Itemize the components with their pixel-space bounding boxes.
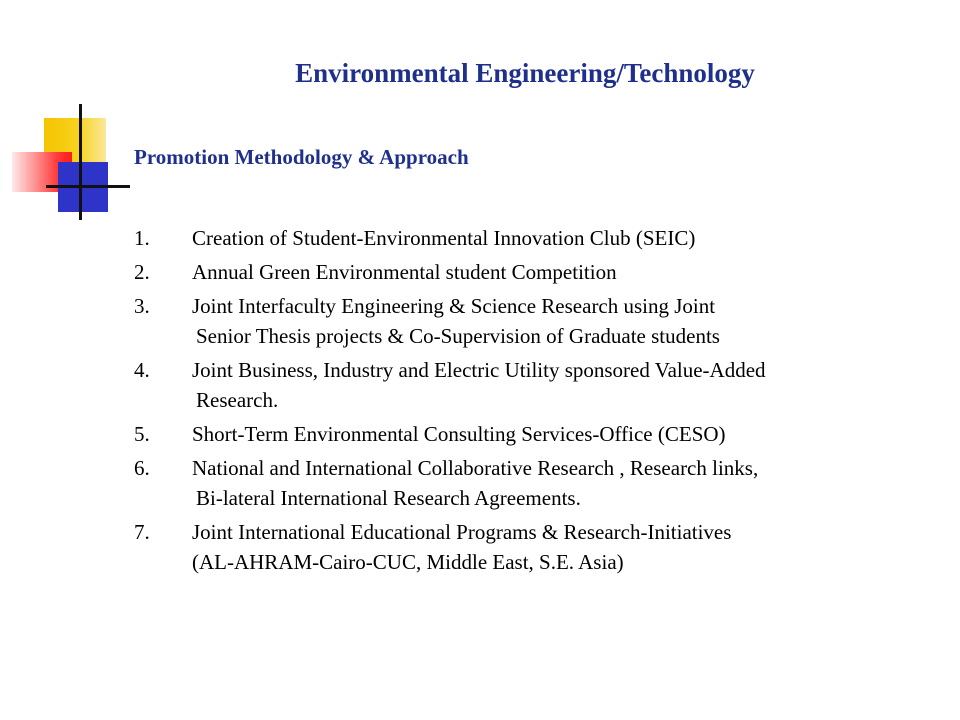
item-number: 5.: [134, 422, 150, 446]
slide-title: Environmental Engineering/Technology: [295, 58, 755, 88]
item-text: Short-Term Environmental Consulting Services-Office (CESO): [192, 422, 726, 446]
list-item: [134, 419, 934, 449]
list-item: [134, 291, 934, 351]
vertical-rule: [79, 104, 82, 220]
item-text: Annual Green Environmental student Competition: [192, 260, 617, 284]
item-number: 7.: [134, 520, 150, 544]
item-number: 2.: [134, 260, 150, 284]
item-number: 3.: [134, 294, 150, 318]
item-text: Creation of Student-Environmental Innovation Club (SEIC): [192, 226, 696, 250]
item-text-continuation: Bi-lateral International Research Agreements.: [196, 486, 581, 510]
numbered-list: [134, 223, 934, 581]
item-text-continuation: Research.: [196, 388, 279, 412]
list-item: [134, 223, 934, 253]
list-item: [134, 517, 934, 577]
item-number: 1.: [134, 226, 150, 250]
item-text: Joint International Educational Programs & Research-Initiatives: [192, 520, 732, 544]
item-text: National and International Collaborative Research , Research links,: [192, 456, 759, 480]
item-number: 6.: [134, 456, 150, 480]
item-number: 4.: [134, 358, 150, 382]
list-item: [134, 257, 934, 287]
decorative-corner-graphic: [0, 0, 130, 230]
list-item: [134, 355, 934, 415]
slide-subtitle: Promotion Methodology & Approach: [134, 145, 469, 169]
horizontal-rule: [46, 185, 130, 188]
item-text: Joint Business, Industry and Electric Utility sponsored Value-Added: [192, 358, 766, 382]
list-item: [134, 453, 934, 513]
item-text: Joint Interfaculty Engineering & Science Research using Joint: [192, 294, 716, 318]
item-text-continuation: Senior Thesis projects & Co-Supervision of Graduate students: [196, 324, 720, 348]
item-text-continuation: (AL-AHRAM-Cairo-CUC, Middle East, S.E. Asia): [192, 550, 624, 574]
